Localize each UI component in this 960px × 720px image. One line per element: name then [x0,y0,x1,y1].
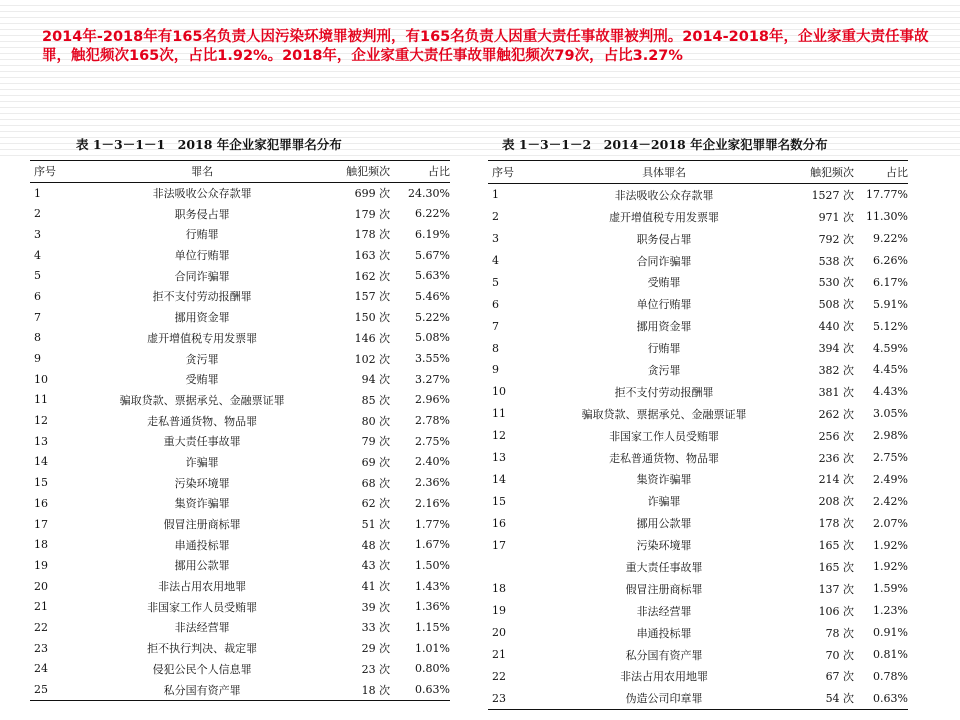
row-frequency: 48 次 [361,538,391,552]
row-percentage: 2.16% [415,496,450,510]
table-row [488,665,908,687]
table-2018-crime-distribution [30,160,450,701]
row-frequency: 69 次 [361,455,391,469]
row-no: 16 [34,496,48,510]
table1-caption: 表 1－3－1－1 2018 年企业家犯罪罪名分布 [76,137,342,152]
table-row [30,307,450,328]
table-row [488,228,908,250]
row-percentage: 0.63% [415,683,450,697]
row-crime-name: 职务侵占罪 [174,207,230,221]
row-crime-name: 串通投标罪 [174,538,230,552]
row-crime-name: 污染环境罪 [174,476,230,490]
row-percentage: 5.08% [415,331,450,345]
row-percentage: 2.49% [873,472,908,486]
table-row [488,687,908,709]
row-percentage: 2.36% [415,476,450,490]
row-no: 18 [492,582,506,596]
row-crime-name: 私分国有资产罪 [163,683,241,697]
row-percentage: 17.77% [866,188,908,202]
row-crime-name: 受贿罪 [185,373,219,387]
row-frequency: 79 次 [361,435,391,449]
table-row [488,206,908,228]
row-crime-name: 非法经营罪 [174,621,230,635]
row-no: 7 [34,310,41,324]
row-frequency: 137 次 [818,582,855,596]
row-frequency: 102 次 [354,352,391,366]
row-no: 6 [34,289,41,303]
table-row [30,452,450,473]
header-pct: 占比 [428,165,450,179]
table-row [30,638,450,659]
row-no: 23 [492,691,506,705]
row-frequency: 792 次 [818,232,855,246]
row-crime-name: 非法吸收公众存款罪 [614,188,714,202]
table-row [30,659,450,680]
row-percentage: 5.46% [415,289,450,303]
row-percentage: 4.43% [873,385,908,399]
row-frequency: 41 次 [361,580,391,594]
row-crime-name: 受贿罪 [647,276,681,290]
row-no: 1 [492,188,499,202]
row-crime-name: 合同诈骗罪 [636,254,692,268]
row-frequency: 208 次 [818,495,855,509]
row-frequency: 262 次 [818,407,855,421]
row-no: 19 [34,558,48,572]
table-row [30,328,450,349]
row-frequency: 699 次 [354,187,391,201]
row-frequency: 236 次 [818,451,855,465]
table-header-row [30,161,450,183]
row-crime-name: 走私普通货物、物品罪 [147,414,258,428]
table-row [30,203,450,224]
table-row [30,431,450,452]
row-percentage: 2.42% [873,494,908,508]
row-crime-name: 骗取贷款、票据承兑、金融票证罪 [119,393,285,407]
row-crime-name: 骗取贷款、票据承兑、金融票证罪 [581,407,747,421]
header-no: 序号 [492,165,514,179]
table-row [30,576,450,597]
table-row [30,493,450,514]
row-percentage: 0.91% [873,626,908,640]
row-no: 5 [34,269,41,283]
row-frequency: 256 次 [818,429,855,443]
row-no: 22 [34,620,48,634]
table-row [30,286,450,307]
row-percentage: 0.80% [415,662,450,676]
table-row [30,679,450,700]
row-crime-name: 非国家工作人员受贿罪 [609,429,720,443]
row-frequency: 85 次 [361,393,391,407]
row-crime-name: 诈骗罪 [185,455,219,469]
row-frequency: 382 次 [818,363,855,377]
row-frequency: 29 次 [361,642,391,656]
row-percentage: 5.12% [873,319,908,333]
row-frequency: 165 次 [818,560,855,574]
row-no: 11 [34,393,48,407]
row-frequency: 18 次 [361,683,391,697]
row-no: 12 [492,429,506,443]
row-no: 10 [492,385,506,399]
table-2014-2018-crime-distribution [488,160,908,710]
row-percentage: 6.26% [873,254,908,267]
row-no: 17 [34,517,48,531]
table-row [30,245,450,266]
table-row [488,293,908,315]
row-frequency: 165 次 [818,539,855,553]
row-crime-name: 集资诈骗罪 [174,497,230,511]
header-pct: 占比 [886,165,908,179]
row-percentage: 2.75% [873,451,908,465]
row-percentage: 1.36% [415,600,450,614]
table-row [30,369,450,390]
row-percentage: 1.67% [415,538,450,552]
row-percentage: 5.91% [873,297,908,311]
row-crime-name: 非法占用农用地罪 [158,580,247,594]
row-no: 8 [34,331,41,345]
row-no: 4 [492,254,499,267]
row-no: 10 [34,372,48,386]
row-crime-name: 单位行贿罪 [174,249,230,263]
row-crime-name: 非法吸收公众存款罪 [152,187,252,201]
table-row [488,578,908,600]
row-no: 2 [34,207,41,221]
row-crime-name: 私分国有资产罪 [625,648,703,662]
row-frequency: 971 次 [818,210,855,224]
table-row [488,359,908,381]
row-no: 23 [34,641,48,655]
row-crime-name: 拒不支付劳动报酬罪 [614,385,714,399]
row-frequency: 538 次 [818,254,855,268]
table-row [488,271,908,293]
row-frequency: 162 次 [354,269,391,283]
row-no: 18 [34,538,48,552]
row-no: 25 [34,683,48,697]
row-no: 20 [34,579,48,593]
row-percentage: 5.63% [415,269,450,283]
row-no: 3 [492,232,499,246]
row-no: 14 [492,472,506,486]
row-crime-name: 合同诈骗罪 [174,269,230,283]
row-frequency: 70 次 [825,648,855,662]
row-crime-name: 拒不执行判决、裁定罪 [147,642,258,656]
row-no: 9 [492,363,499,377]
row-no: 13 [492,451,506,465]
row-frequency: 150 次 [354,311,391,325]
row-no: 5 [492,275,499,289]
row-frequency: 51 次 [361,518,391,532]
row-frequency: 214 次 [818,473,855,487]
row-percentage: 2.40% [415,455,450,469]
table-row [488,381,908,403]
row-no: 24 [34,662,48,676]
row-frequency: 381 次 [818,385,855,399]
header-name: 具体罪名 [642,165,687,179]
row-frequency: 39 次 [361,600,391,614]
table-row [30,224,450,245]
row-crime-name: 污染环境罪 [636,539,692,553]
row-percentage: 4.45% [873,363,908,377]
table-row [30,410,450,431]
row-no: 17 [492,538,506,552]
row-percentage: 2.75% [415,434,450,448]
row-percentage: 1.01% [415,641,450,655]
row-crime-name: 挪用公款罪 [174,559,230,573]
row-percentage: 11.30% [866,210,908,224]
table-row [30,514,450,535]
row-frequency: 106 次 [818,604,855,618]
row-frequency: 163 次 [354,249,391,263]
row-percentage: 6.19% [415,227,450,241]
table-row [488,468,908,490]
row-frequency: 67 次 [825,670,855,684]
table-row [488,490,908,512]
row-crime-name: 行贿罪 [647,342,681,356]
row-crime-name: 重大责任事故罪 [625,560,703,574]
table-row [488,622,908,644]
row-frequency: 78 次 [825,626,855,640]
row-crime-name: 挪用资金罪 [636,320,692,334]
row-crime-name: 诈骗罪 [647,495,681,509]
row-frequency: 54 次 [825,692,855,706]
row-frequency: 80 次 [361,414,391,428]
row-frequency: 179 次 [354,207,391,221]
row-no: 8 [492,341,499,355]
row-crime-name: 伪造公司印章罪 [625,692,703,706]
table-row [488,600,908,622]
row-crime-name: 挪用公款罪 [636,517,692,531]
table-row [30,555,450,576]
row-no: 9 [34,352,41,366]
row-percentage: 1.77% [415,517,450,531]
row-no: 3 [34,227,41,241]
header-freq: 触犯频次 [810,165,855,179]
row-crime-name: 挪用资金罪 [174,311,230,325]
row-percentage: 0.78% [873,669,908,683]
header-no: 序号 [34,165,56,179]
row-percentage: 6.17% [873,275,908,289]
row-crime-name: 串通投标罪 [636,626,692,640]
table-row [488,315,908,337]
row-frequency: 43 次 [361,559,391,573]
row-no: 4 [34,248,41,262]
row-percentage: 1.92% [873,560,908,574]
row-no: 19 [492,604,506,618]
row-crime-name: 单位行贿罪 [636,298,692,312]
row-no: 21 [492,648,506,662]
table-row [488,403,908,425]
row-percentage: 1.50% [415,558,450,572]
row-percentage: 2.98% [873,429,908,443]
row-percentage: 1.15% [415,620,450,634]
table-row [488,183,908,205]
header-freq: 触犯频次 [346,165,391,179]
row-percentage: 0.81% [873,648,908,662]
row-no: 6 [492,297,499,311]
row-frequency: 508 次 [818,298,855,312]
row-percentage: 1.43% [415,579,450,593]
row-frequency: 530 次 [818,276,855,290]
row-crime-name: 虚开增值税专用发票罪 [609,210,720,224]
table-row [30,182,450,203]
row-frequency: 178 次 [818,517,855,531]
row-percentage: 24.30% [408,186,450,200]
row-frequency: 68 次 [361,476,391,490]
row-percentage: 1.59% [873,582,908,596]
row-percentage: 9.22% [873,232,908,246]
row-no: 15 [34,476,48,490]
row-crime-name: 假冒注册商标罪 [163,518,241,532]
row-no: 11 [492,407,506,421]
row-percentage: 5.67% [415,248,450,262]
row-percentage: 5.22% [415,310,450,324]
table-row [488,337,908,359]
row-crime-name: 集资诈骗罪 [636,473,692,487]
row-percentage: 2.78% [415,414,450,428]
table-row [488,512,908,534]
table-row [30,265,450,286]
row-crime-name: 虚开增值税专用发票罪 [147,331,258,345]
row-no: 1 [34,186,41,200]
row-crime-name: 非法经营罪 [636,604,692,618]
row-frequency: 62 次 [361,497,391,511]
table-row [30,596,450,617]
table-header-row [488,161,908,184]
row-no: 2 [492,210,499,224]
table-row [488,447,908,469]
row-percentage: 3.27% [415,372,450,386]
table-row [30,390,450,411]
table-row [488,534,908,556]
row-frequency: 33 次 [361,621,391,635]
row-percentage: 4.59% [873,341,908,355]
table-row [30,617,450,638]
header-name: 罪名 [191,165,214,179]
row-frequency: 157 次 [354,290,391,304]
row-crime-name: 假冒注册商标罪 [625,582,703,596]
row-crime-name: 侵犯公民个人信息罪 [152,662,252,676]
row-no: 16 [492,516,506,530]
row-no: 7 [492,319,499,333]
row-crime-name: 职务侵占罪 [636,232,692,246]
row-crime-name: 贪污罪 [647,363,681,377]
row-no: 22 [492,669,506,683]
row-percentage: 2.96% [415,393,450,407]
row-crime-name: 非法占用农用地罪 [620,670,709,684]
row-percentage: 3.55% [415,352,450,366]
row-percentage: 1.92% [873,538,908,552]
row-percentage: 1.23% [873,604,908,618]
table-row [488,250,908,272]
row-percentage: 0.63% [873,691,908,705]
row-crime-name: 重大责任事故罪 [163,435,241,449]
row-frequency: 94 次 [361,373,391,387]
row-crime-name: 走私普通货物、物品罪 [609,451,720,465]
table-row [30,348,450,369]
row-percentage: 2.07% [873,516,908,530]
row-frequency: 440 次 [818,320,855,334]
row-no: 21 [34,600,48,614]
table-row [30,472,450,493]
row-frequency: 23 次 [361,662,391,676]
row-crime-name: 行贿罪 [185,228,219,242]
row-no: 14 [34,455,48,469]
table-row [488,425,908,447]
row-percentage: 6.22% [415,207,450,221]
row-crime-name: 非国家工作人员受贿罪 [147,600,258,614]
row-frequency: 394 次 [818,342,855,356]
row-no: 13 [34,434,48,448]
table-row [488,644,908,666]
table-row [30,534,450,555]
row-frequency: 146 次 [354,331,391,345]
row-no [488,556,536,578]
row-frequency: 1527 次 [811,188,855,202]
row-crime-name: 拒不支付劳动报酬罪 [152,290,252,304]
row-percentage: 3.05% [873,407,908,421]
table-row [488,556,908,578]
row-no: 12 [34,414,48,428]
headline-text: 2014年-2018年有165名负责人因污染环境罪被判刑，有165名负责人因重大责任事故罪被判刑。2014-2018年，企业家重大责任事故罪，触犯频次165次，占比1.92%。2018年，企业家重大责任事故罪触犯频次79次，占比3.27% [42,29,929,64]
row-crime-name: 贪污罪 [185,352,219,366]
row-frequency: 178 次 [354,228,391,242]
table2-caption: 表 1－3－1－2 2014－2018 年企业家犯罪罪名数分布 [502,137,828,152]
row-no: 20 [492,626,506,640]
row-no: 15 [492,494,506,508]
